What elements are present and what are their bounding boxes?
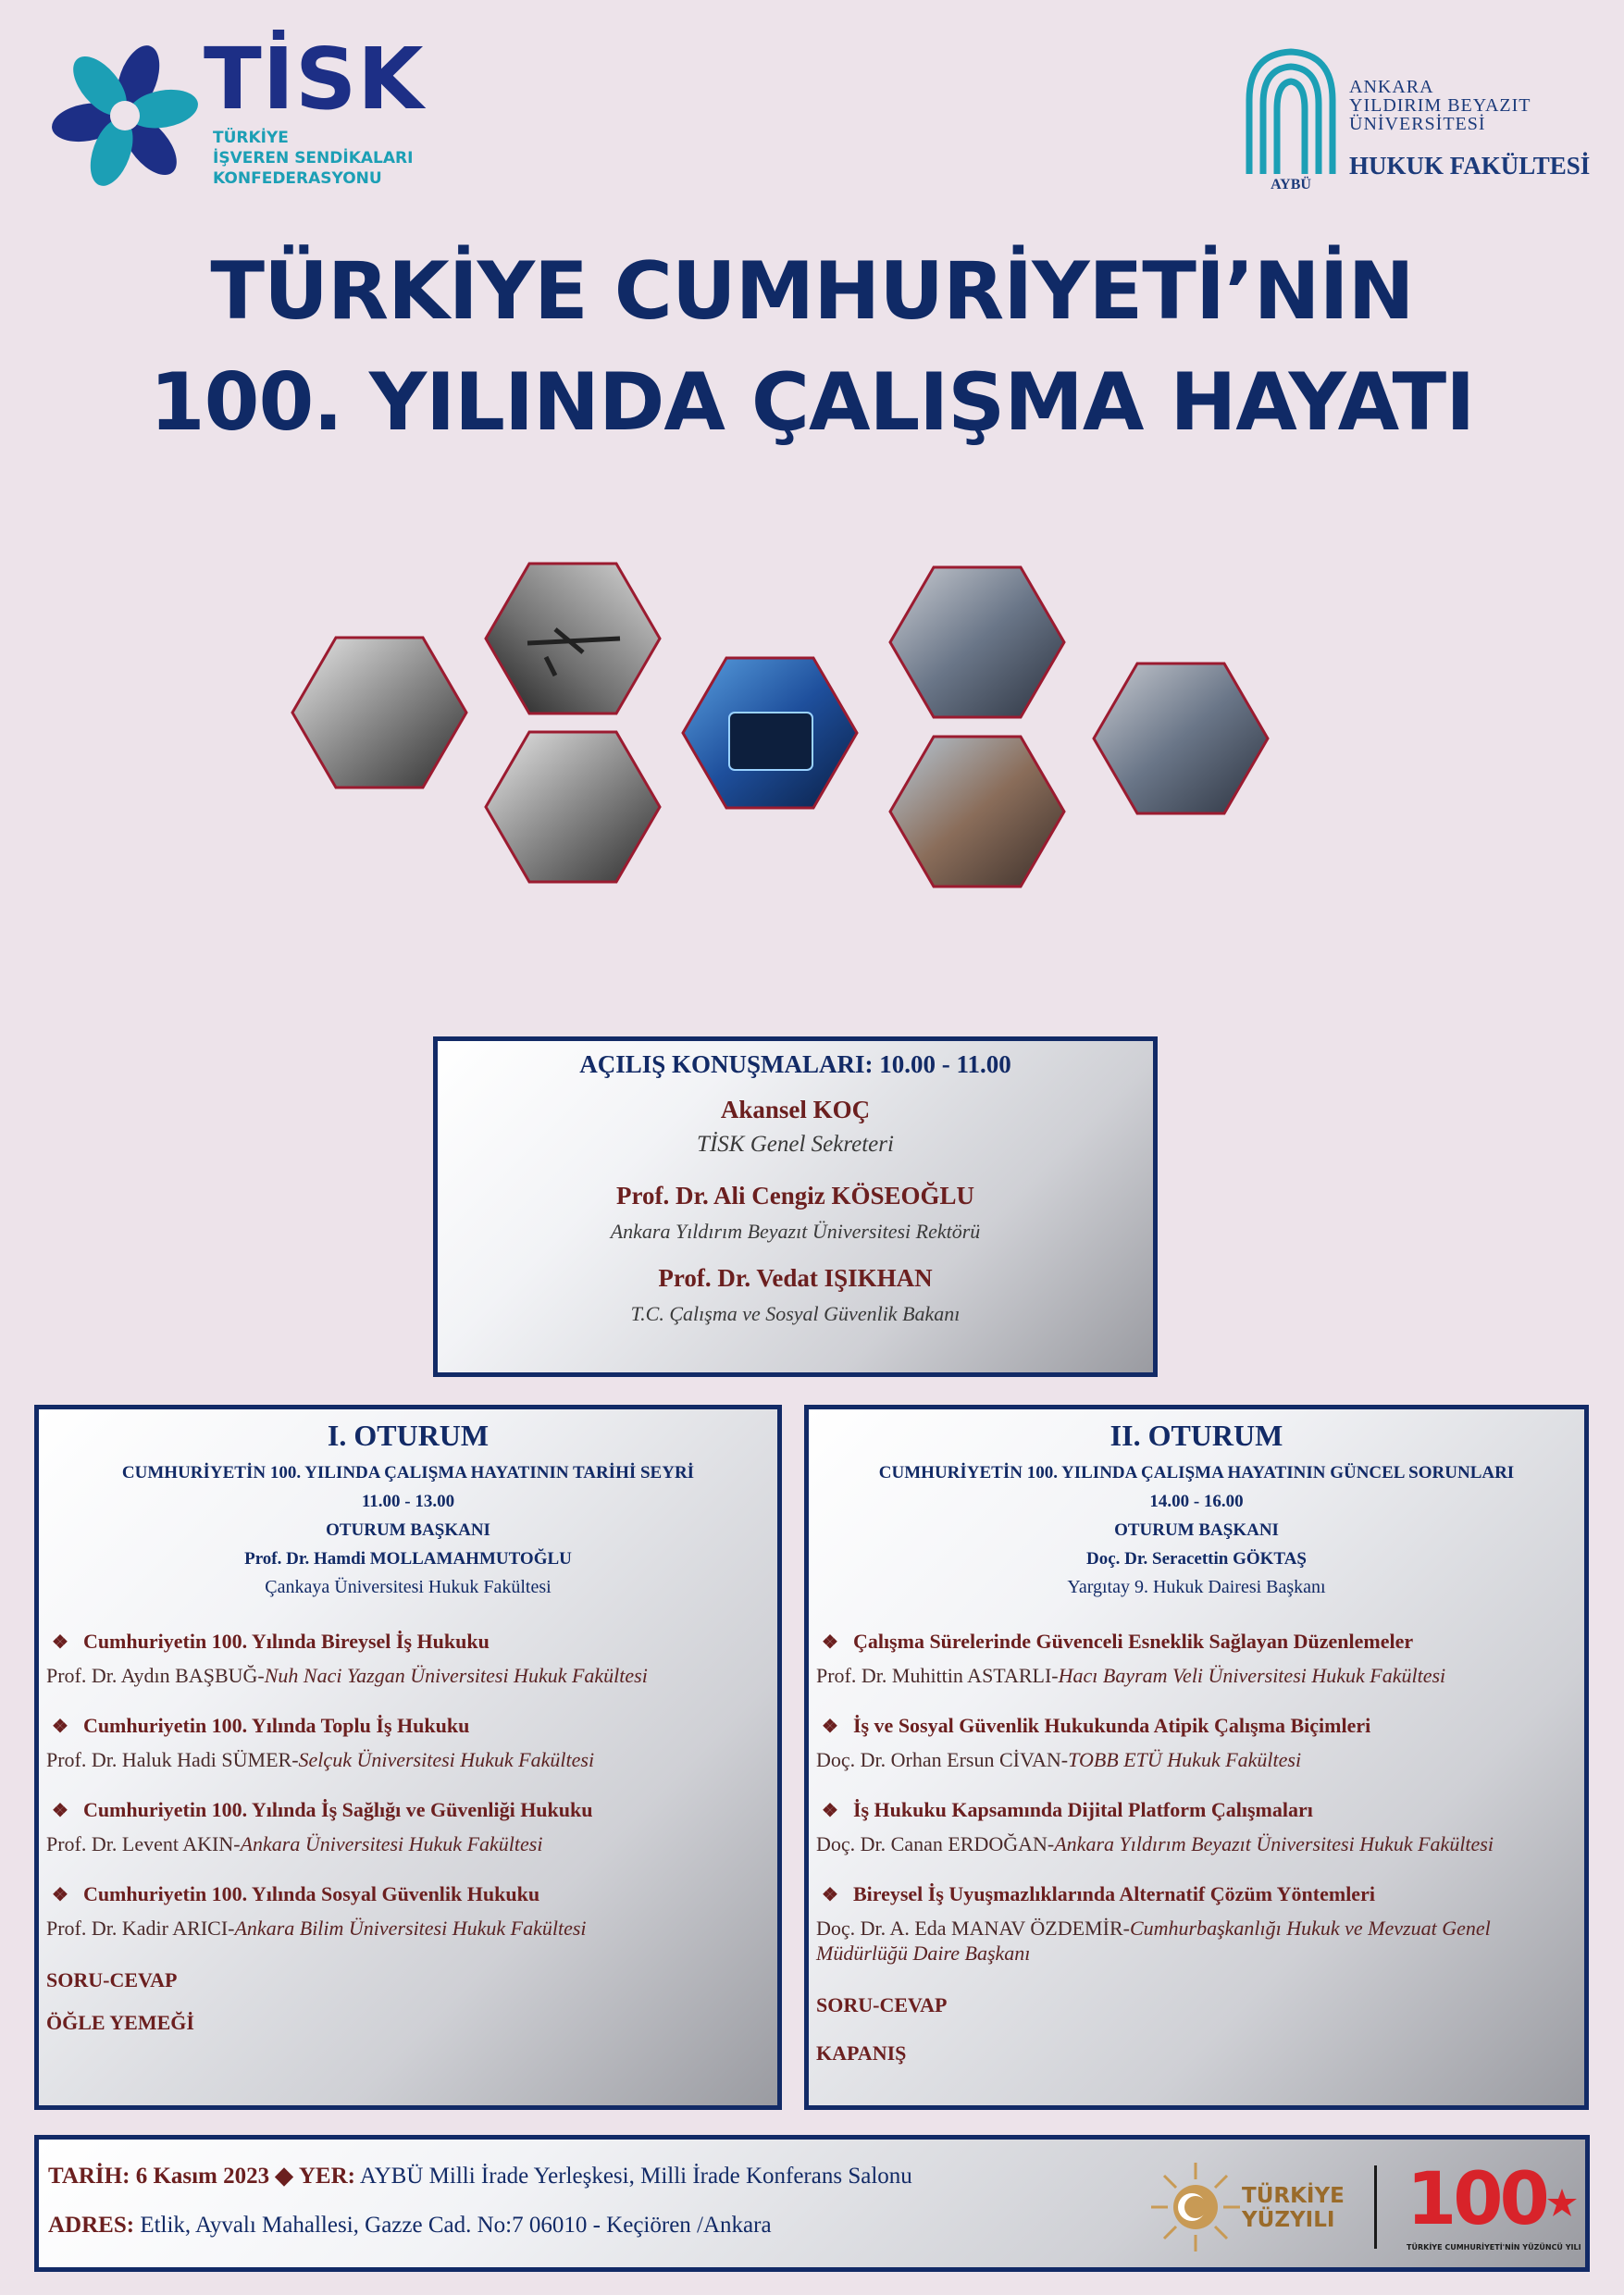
topic-speaker bbox=[816, 1831, 1584, 1856]
topic-speaker bbox=[816, 1663, 1584, 1688]
address-value: Etlik, Ayvalı Mahallesi, Gazze Cad. No:7 06010 - Keçiören /Ankara bbox=[140, 2213, 772, 2238]
hex-photo-aircraft bbox=[486, 564, 660, 713]
topic-title: İş ve Sosyal Güvenlik Hukukunda Atipik Çalışma Biçimleri bbox=[852, 1714, 1371, 1737]
title-line-2: 100. YILINDA ÇALIŞMA HAYATI bbox=[149, 356, 1475, 449]
turkiye-yuzyili-text bbox=[1242, 2184, 1345, 2232]
aybu-line: ÜNİVERSİTESİ bbox=[1349, 114, 1486, 134]
closing-item: ÖĞLE YEMEĞİ bbox=[46, 2011, 194, 2034]
topic-item bbox=[52, 1798, 777, 1822]
topic-speaker bbox=[46, 1916, 777, 1941]
topic-item bbox=[822, 1798, 1584, 1822]
topic-title: Cumhuriyetin 100. Yılında İş Sağlığı ve Güvenliği Hukuku bbox=[82, 1798, 593, 1821]
speaker-affiliation: Selçuk Üniversitesi Hukuk Fakültesi bbox=[298, 1748, 595, 1771]
ty-line: YÜZYILI bbox=[1242, 2208, 1335, 2232]
tisk-logo bbox=[46, 30, 435, 194]
session-time: 11.00 - 13.00 bbox=[361, 1492, 455, 1511]
speaker-name: Prof. Dr. Muhittin ASTARLI- bbox=[816, 1664, 1059, 1687]
diamond-bullet-icon: ❖ bbox=[822, 1717, 838, 1737]
tablet-icon bbox=[729, 713, 812, 770]
opening-speaker-name: Prof. Dr. Vedat IŞIKHAN bbox=[658, 1264, 933, 1292]
session-1-box bbox=[34, 1405, 782, 2110]
topic-speaker bbox=[46, 1663, 777, 1688]
speaker-name: Prof. Dr. Haluk Hadi SÜMER- bbox=[46, 1748, 299, 1771]
closing-item: KAPANIŞ bbox=[816, 2041, 907, 2065]
diamond-separator-icon: ◆ bbox=[275, 2164, 293, 2189]
tisk-flower-icon bbox=[46, 37, 204, 194]
diamond-bullet-icon: ❖ bbox=[822, 1632, 838, 1653]
speaker-affiliation: Ankara Üniversitesi Hukuk Fakültesi bbox=[240, 1832, 543, 1855]
diamond-bullet-icon: ❖ bbox=[822, 1885, 838, 1905]
aybu-faculty: HUKUK FAKÜLTESİ bbox=[1349, 152, 1591, 180]
hex-photo-aerial bbox=[890, 737, 1064, 887]
tisk-line: TÜRKİYE bbox=[213, 129, 289, 147]
sunburst-icon bbox=[1149, 2156, 1242, 2258]
place-value: AYBÜ Milli İrade Yerleşkesi, Milli İrade Konferans Salonu bbox=[359, 2164, 912, 2189]
place-label: YER: bbox=[298, 2164, 355, 2189]
topic-speaker bbox=[46, 1747, 777, 1772]
session-subtitle: CUMHURİYETİN 100. YILINDA ÇALIŞMA HAYATININ TARİHİ SEYRİ bbox=[121, 1463, 695, 1482]
aybu-logo bbox=[1240, 44, 1592, 192]
tisk-line: İŞVEREN SENDİKALARI bbox=[213, 149, 414, 167]
centennial-caption: TÜRKİYE CUMHURİYETİ'NİN YÜZÜNCÜ YILI bbox=[1407, 2243, 1581, 2252]
speaker-affiliation: Nuh Naci Yazgan Üniversitesi Hukuk Fakültesi bbox=[264, 1664, 648, 1687]
topic-title: Bireysel İş Uyuşmazlıklarında Alternatif Çözüm Yöntemleri bbox=[852, 1882, 1375, 1905]
topic-speaker bbox=[46, 1831, 777, 1856]
topic-item bbox=[822, 1882, 1584, 1906]
speaker-name: Prof. Dr. Levent AKIN- bbox=[46, 1832, 241, 1855]
topic-title: Çalışma Sürelerinde Güvenceli Esneklik Sağlayan Düzenlemeler bbox=[852, 1630, 1414, 1653]
session-chair-affiliation: Yargıtay 9. Hukuk Dairesi Başkanı bbox=[1067, 1577, 1326, 1597]
hex-photo-robots bbox=[1094, 664, 1268, 813]
speaker-affiliation: Cumhurbaşkanlığı Hukuk ve Mevzuat Genel Müdürlüğü Daire Başkanı bbox=[816, 1917, 1491, 1965]
topic-item bbox=[822, 1714, 1584, 1738]
address-label: ADRES: bbox=[48, 2213, 135, 2238]
opening-speaker-name: Prof. Dr. Ali Cengiz KÖSEOĞLU bbox=[615, 1182, 975, 1210]
footer-box bbox=[34, 2135, 1590, 2272]
session-chair-name: Doç. Dr. Seracettin GÖKTAŞ bbox=[1085, 1549, 1307, 1569]
opening-speeches-box bbox=[433, 1036, 1158, 1377]
footer-address bbox=[48, 2213, 772, 2239]
logo-divider bbox=[1374, 2165, 1377, 2249]
turkiye-yuzyili-logo bbox=[1149, 2156, 1371, 2258]
arch-icon bbox=[1240, 44, 1342, 192]
speaker-affiliation: Hacı Bayram Veli Üniversitesi Hukuk Fakültesi bbox=[1058, 1664, 1446, 1687]
opening-speaker-role: TİSK Genel Sekreteri bbox=[697, 1132, 894, 1157]
speaker-name: Prof. Dr. Aydın BAŞBUĞ- bbox=[46, 1664, 265, 1687]
topic-title: Cumhuriyetin 100. Yılında Bireysel İş Hukuku bbox=[82, 1630, 490, 1653]
session-title: I. OTURUM bbox=[327, 1419, 490, 1452]
session-chair-label: OTURUM BAŞKANI bbox=[326, 1520, 490, 1540]
opening-speaker-name: Akansel KOÇ bbox=[720, 1096, 871, 1123]
opening-heading: AÇILIŞ KONUŞMALARI: 10.00 - 11.00 bbox=[579, 1050, 1011, 1078]
session-title: II. OTURUM bbox=[1110, 1419, 1283, 1452]
aybu-line: ANKARA bbox=[1349, 77, 1434, 97]
session-chair-affiliation: Çankaya Üniversitesi Hukuk Fakültesi bbox=[265, 1577, 552, 1597]
hex-photo-lab bbox=[890, 567, 1064, 717]
diamond-bullet-icon: ❖ bbox=[52, 1717, 68, 1737]
topic-title: İş Hukuku Kapsamında Dijital Platform Çalışmaları bbox=[852, 1798, 1313, 1821]
session-subtitle: CUMHURİYETİN 100. YILINDA ÇALIŞMA HAYATININ GÜNCEL SORUNLARI bbox=[878, 1463, 1515, 1482]
hex-photo-textile bbox=[292, 638, 466, 788]
tisk-wordmark: TİSK bbox=[204, 30, 425, 129]
diamond-bullet-icon: ❖ bbox=[822, 1801, 838, 1821]
date-label: TARİH: bbox=[48, 2164, 130, 2189]
speaker-name: Prof. Dr. Kadir ARICI- bbox=[46, 1917, 235, 1940]
hex-photo-assembly bbox=[486, 732, 660, 882]
diamond-bullet-icon: ❖ bbox=[52, 1632, 68, 1653]
topic-item bbox=[52, 1630, 777, 1654]
topic-speaker bbox=[816, 1916, 1584, 1966]
aybu-name bbox=[1349, 78, 1531, 133]
diamond-bullet-icon: ❖ bbox=[52, 1801, 68, 1821]
diamond-bullet-icon: ❖ bbox=[52, 1885, 68, 1905]
star-crescent-icon bbox=[1545, 2186, 1579, 2219]
footer-date-place bbox=[48, 2162, 912, 2190]
session-time: 14.00 - 16.00 bbox=[1149, 1492, 1244, 1511]
title-line-1: TÜRKİYE CUMHURİYETİ’NİN bbox=[210, 245, 1414, 338]
topic-item bbox=[52, 1882, 777, 1906]
topic-speaker bbox=[816, 1747, 1584, 1772]
ty-line: TÜRKİYE bbox=[1242, 2184, 1345, 2208]
session-chair-label: OTURUM BAŞKANI bbox=[1114, 1520, 1279, 1540]
date-value: 6 Kasım 2023 bbox=[135, 2164, 270, 2189]
page-title bbox=[0, 236, 1624, 458]
speaker-affiliation: TOBB ETÜ Hukuk Fakültesi bbox=[1068, 1748, 1302, 1771]
topic-title: Cumhuriyetin 100. Yılında Sosyal Güvenlik Hukuku bbox=[82, 1882, 540, 1905]
aybu-line: YILDIRIM BEYAZIT bbox=[1349, 95, 1531, 116]
closing-item: SORU-CEVAP bbox=[46, 1968, 178, 1991]
tisk-line: KONFEDERASYONU bbox=[213, 169, 382, 188]
hexagon-photo-collage bbox=[278, 537, 1351, 981]
speaker-name: Doç. Dr. A. Eda MANAV ÖZDEMİR- bbox=[816, 1917, 1130, 1940]
speaker-affiliation: Ankara Bilim Üniversitesi Hukuk Fakültesi bbox=[234, 1917, 587, 1940]
speaker-name: Doç. Dr. Orhan Ersun CİVAN- bbox=[816, 1748, 1069, 1771]
topic-title: Cumhuriyetin 100. Yılında Toplu İş Hukuku bbox=[82, 1714, 470, 1737]
session-2-box bbox=[804, 1405, 1589, 2110]
centennial-number: 100 bbox=[1407, 2158, 1546, 2241]
speaker-name: Doç. Dr. Canan ERDOĞAN- bbox=[816, 1832, 1055, 1855]
session-chair-name: Prof. Dr. Hamdi MOLLAMAHMUTOĞLU bbox=[244, 1549, 572, 1569]
opening-speaker-role: T.C. Çalışma ve Sosyal Güvenlik Bakanı bbox=[630, 1302, 961, 1325]
topic-item bbox=[822, 1630, 1584, 1654]
centennial-logo bbox=[1407, 2158, 1582, 2260]
opening-speaker-role: Ankara Yıldırım Beyazıt Üniversitesi Rektörü bbox=[610, 1220, 981, 1243]
tisk-subtitle bbox=[213, 128, 413, 189]
aybu-mark-label: AYBÜ bbox=[1271, 177, 1311, 192]
closing-item: SORU-CEVAP bbox=[816, 1993, 948, 2016]
speaker-affiliation: Ankara Yıldırım Beyazıt Üniversitesi Hukuk Fakültesi bbox=[1054, 1832, 1494, 1855]
topic-item bbox=[52, 1714, 777, 1738]
